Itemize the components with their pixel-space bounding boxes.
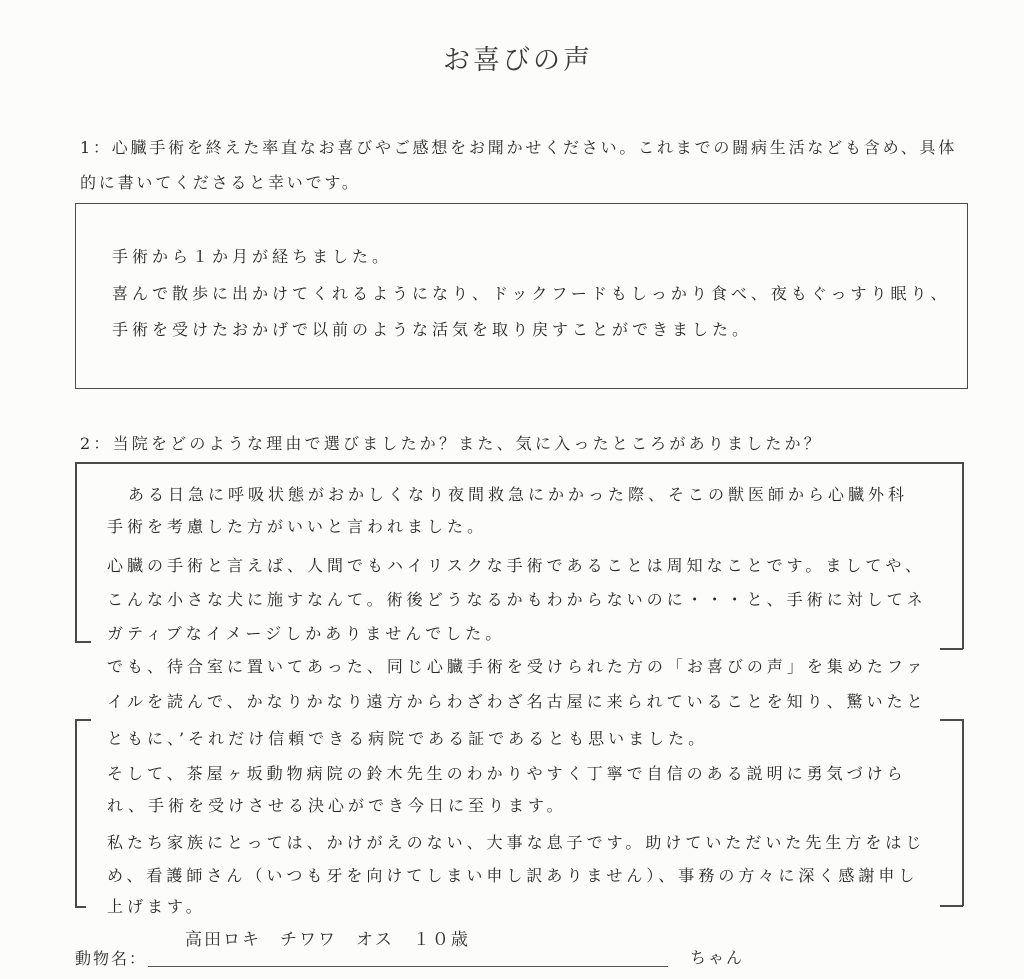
- answer2-line: ともに、’それだけ信頼できる病院である証であるとも思いました。: [107, 729, 709, 748]
- question1-line: 1：心臓手術を終えた率直なお喜びやご感想をお聞かせください。これまでの闘病生活なども含め、具体: [80, 138, 958, 157]
- box2-border-left-lower: [75, 719, 77, 907]
- animal-name-suffix: ちゃん: [690, 948, 745, 967]
- question2-line: 2：当院をどのような理由で選びましたか？また、気に入ったところがありましたか？: [80, 434, 823, 453]
- answer2-line: 私たち家族にとっては、かけがえのない、大事な息子です。助けていただいた先生方をはじ: [107, 833, 926, 852]
- answer2-line: こんな小さな犬に施すなんて。術後どうなるかもわからないのに・・・と、手術に対してネ: [107, 590, 927, 609]
- box2-border-right-upper: [962, 462, 964, 649]
- animal-name-underline: [148, 966, 668, 967]
- answer2-line: ガティブなイメージしかありませんでした。: [107, 624, 506, 643]
- answer2-line: れ、手術を受けさせる決心ができ今日に至ります。: [107, 796, 567, 815]
- answer2-line: め、看護師さん（いつも牙を向けてしまい申し訳ありません）、事務の方々に深く感謝申し: [107, 866, 919, 885]
- answer2-line: そして、茶屋ヶ坂動物病院の鈴木先生のわかりやすく丁寧で自信のある説明に勇気づけら: [107, 764, 907, 783]
- box2-border-left-upper: [75, 462, 77, 642]
- question1-line: 的に書いてくださると幸いです。: [80, 173, 361, 192]
- answer2-line: ある日急に呼吸状態がおかしくなり夜間救急にかかった際、そこの獣医師から心臓外科: [128, 485, 909, 504]
- answer2-line: 上げます。: [107, 897, 206, 916]
- animal-name-value: 高田ロキ チワワ オス １０歳: [185, 930, 470, 950]
- box2-border-left-lower-head: [75, 719, 91, 721]
- box2-border-right-lower-foot: [940, 905, 963, 907]
- box2-border-left-lower-foot: [75, 906, 86, 908]
- answer2-line: 心臓の手術と言えば、人間でもハイリスクな手術であることは周知なことです。ましてや、: [107, 556, 926, 575]
- answer1-line: 手術を受けたおかげで以前のような活気を取り戻すことができました。: [112, 320, 753, 339]
- box2-border-top: [75, 462, 964, 464]
- answer1-line: 喜んで散歩に出かけてくれるようになり、ドックフードもしっかり食べ、夜もぐっすり眠り、: [112, 284, 951, 303]
- answer2-line: イルを読んで、かなりかなり遠方からわざわざ名古屋に来られていることを知り、驚いたと: [107, 692, 927, 711]
- box2-border-right-lower-head: [940, 719, 963, 721]
- page-title: お喜びの声: [443, 45, 593, 76]
- box2-border-left-upper-foot: [75, 641, 91, 643]
- answer2-line: でも、待合室に置いてあった、同じ心臓手術を受けられた方の「お喜びの声」を集めたファ: [107, 657, 927, 676]
- box2-border-right-lower: [962, 719, 964, 906]
- answer1-line: 手術から１か月が経ちました。: [112, 247, 393, 266]
- answer2-line: 手術を考慮した方がいいと言われました。: [107, 517, 488, 536]
- box2-border-right-upper-foot: [940, 648, 963, 650]
- animal-name-label: 動物名：: [75, 949, 148, 968]
